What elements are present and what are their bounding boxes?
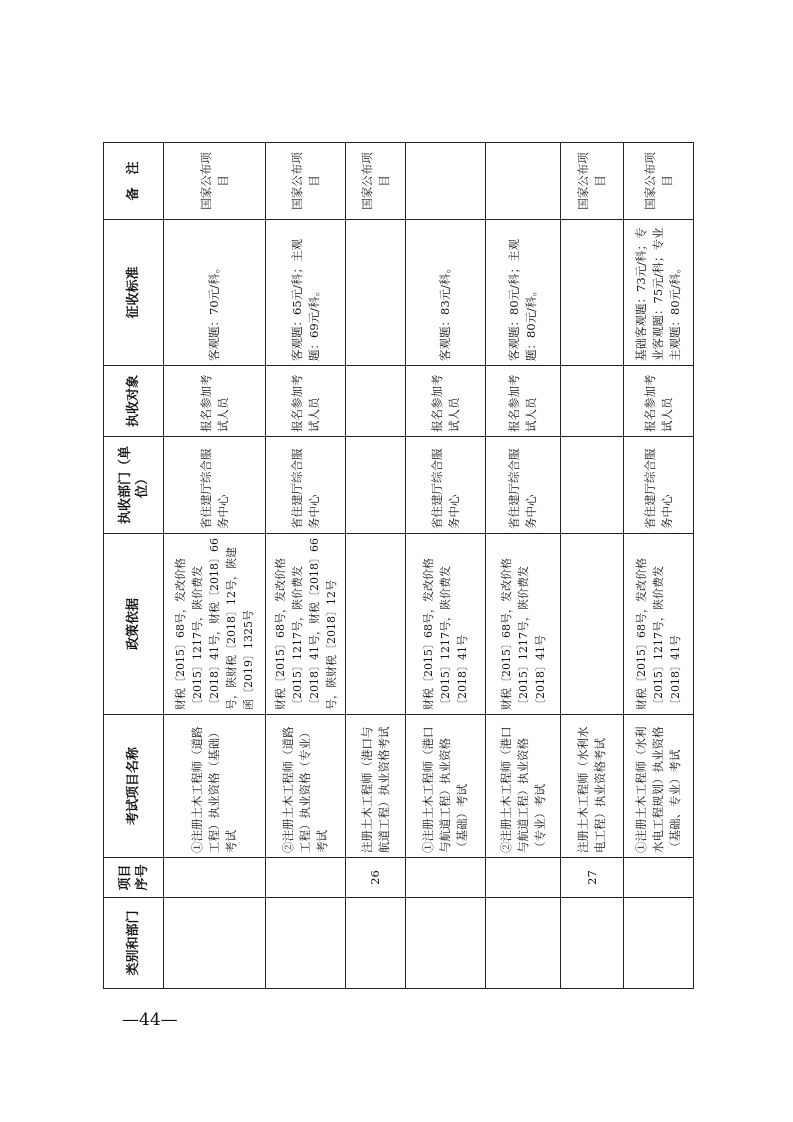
cell-remark: 国家公布项目 — [561, 143, 624, 220]
rotated-table-frame — [103, 143, 693, 989]
table-row — [164, 143, 266, 989]
header-dept: 执收部门（单位） — [104, 437, 164, 534]
cell-category — [624, 898, 694, 989]
cell-seq: 27 — [561, 858, 624, 898]
cell-policy: 财税〔2015〕68号，发改价格〔2015〕1217号，陕价费发〔2018〕41号 — [486, 534, 561, 715]
cell-category — [406, 898, 486, 989]
cell-target: 报名参加考试人员 — [406, 366, 486, 437]
header-policy: 政策依据 — [104, 534, 164, 715]
cell-target — [346, 366, 406, 437]
cell-category — [346, 898, 406, 989]
table-row — [266, 143, 346, 989]
cell-seq — [624, 858, 694, 898]
cell-target — [561, 366, 624, 437]
cell-dept: 省住建厅综合服务中心 — [164, 437, 266, 534]
cell-remark — [406, 143, 486, 220]
cell-dept: 省住建厅综合服务中心 — [266, 437, 346, 534]
cell-category — [164, 898, 266, 989]
cell-standard — [561, 220, 624, 366]
cell-category — [561, 898, 624, 989]
cell-dept: 省住建厅综合服务中心 — [624, 437, 694, 534]
cell-name: ①注册土木工程师（道路工程）执业资格（基础）考试 — [164, 715, 266, 858]
cell-dept: 省住建厅综合服务中心 — [406, 437, 486, 534]
cell-name: 注册土木工程师（水利水电工程）执业资格考试 — [561, 715, 624, 858]
header-category: 类别和部门 — [104, 898, 164, 989]
header-remark: 备 注 — [104, 143, 164, 220]
table-row — [486, 143, 561, 989]
header-name: 考试项目名称 — [104, 715, 164, 858]
cell-policy: 财税〔2015〕68号，发改价格〔2015〕1217号，陕价费发〔2018〕41号 — [406, 534, 486, 715]
cell-dept — [346, 437, 406, 534]
cell-seq — [266, 858, 346, 898]
cell-seq — [486, 858, 561, 898]
cell-seq: 26 — [346, 858, 406, 898]
table-row — [346, 143, 406, 989]
cell-policy — [346, 534, 406, 715]
cell-standard: 客观题：83元/科。 — [406, 220, 486, 366]
cell-name: ①注册土木工程师（港口与航道工程）执业资格（基础）考试 — [406, 715, 486, 858]
cell-dept — [561, 437, 624, 534]
header-standard: 征收标准 — [104, 220, 164, 366]
cell-policy: 财税〔2015〕68号，发改价格〔2015〕1217号，陕价费发〔2018〕41号，财税〔2018〕66号，陕财税〔2018〕12号，陕建函〔2019〕1325号 — [164, 534, 266, 715]
cell-category — [266, 898, 346, 989]
cell-policy: 财税〔2015〕68号，发改价格〔2015〕1217号，陕价费发〔2018〕41号，财税〔2018〕66号，陕财税〔2018〕12号 — [266, 534, 346, 715]
cell-remark: 国家公布项目 — [266, 143, 346, 220]
cell-name: ②注册土木工程师（道路工程）执业资格（专业）考试 — [266, 715, 346, 858]
cell-target: 报名参加考试人员 — [266, 366, 346, 437]
cell-remark: 国家公布项目 — [624, 143, 694, 220]
table-row — [406, 143, 486, 989]
header-target: 执收对象 — [104, 366, 164, 437]
header-seq: 项目序号 — [104, 858, 164, 898]
table-row — [561, 143, 624, 989]
cell-seq — [164, 858, 266, 898]
cell-remark: 国家公布项目 — [164, 143, 266, 220]
page-number: —44— — [122, 1010, 178, 1030]
cell-name: ①注册土木工程师（水利水电工程规划）执业资格（基础、专业）考试 — [624, 715, 694, 858]
cell-dept: 省住建厅综合服务中心 — [486, 437, 561, 534]
cell-standard: 客观题：65元/科；主观题：69元/科。 — [266, 220, 346, 366]
cell-remark — [486, 143, 561, 220]
cell-name: 注册土木工程师（港口与航道工程）执业资格考试 — [346, 715, 406, 858]
cell-target: 报名参加考试人员 — [486, 366, 561, 437]
cell-category — [486, 898, 561, 989]
cell-standard: 客观题：80元/科；主观题：80元/科。 — [486, 220, 561, 366]
cell-standard — [346, 220, 406, 366]
cell-remark: 国家公布项目 — [346, 143, 406, 220]
table-header-row — [104, 143, 164, 989]
cell-standard: 基础客观题：73元/科；专业客观题：75元/科；专业主观题：80元/科。 — [624, 220, 694, 366]
cell-target: 报名参加考试人员 — [164, 366, 266, 437]
table-row — [624, 143, 694, 989]
cell-policy: 财税〔2015〕68号，发改价格〔2015〕1217号，陕价费发〔2018〕41号 — [624, 534, 694, 715]
fee-table-container — [103, 143, 693, 989]
cell-name: ②注册土木工程师（港口与航道工程）执业资格（专业）考试 — [486, 715, 561, 858]
cell-standard: 客观题：70元/科。 — [164, 220, 266, 366]
cell-target: 报名参加考试人员 — [624, 366, 694, 437]
cell-seq — [406, 858, 486, 898]
cell-policy — [561, 534, 624, 715]
fee-table — [103, 142, 694, 989]
